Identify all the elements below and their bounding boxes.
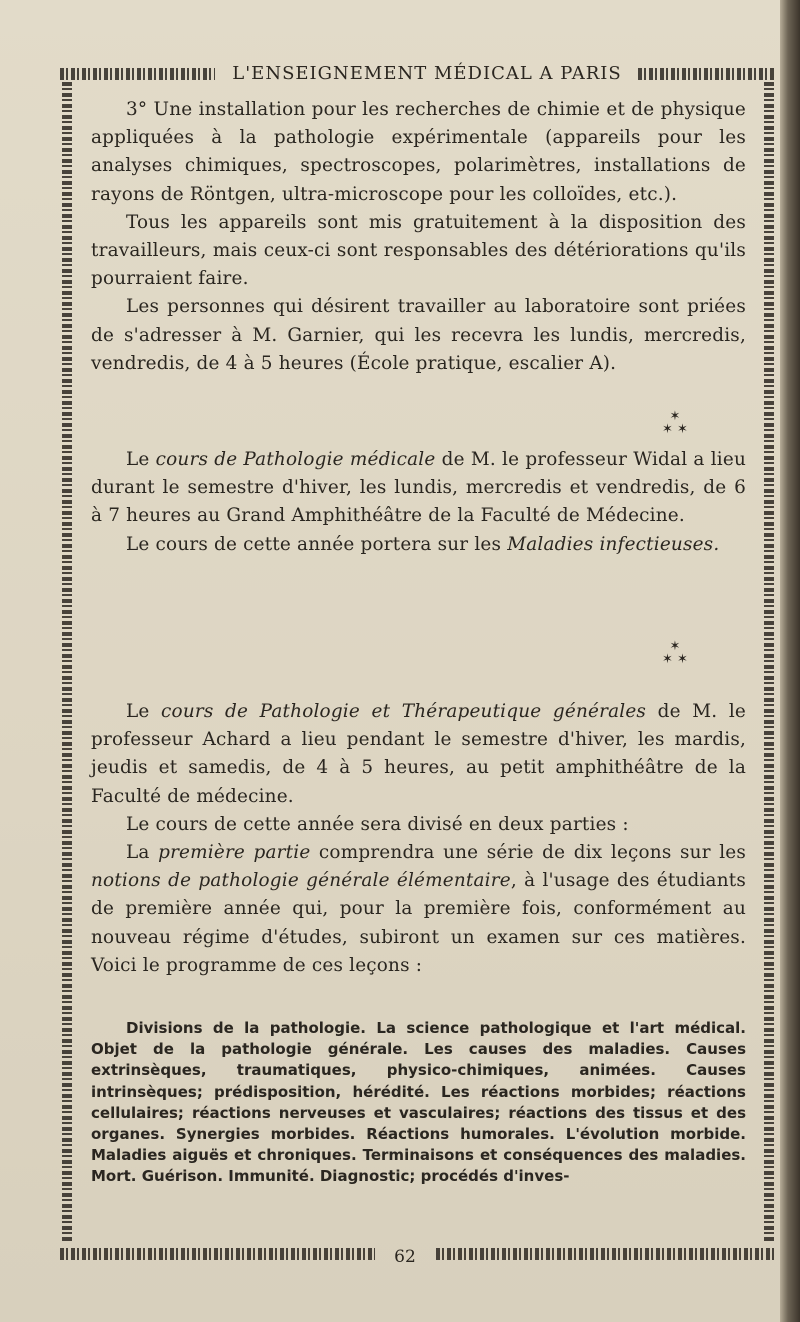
section-widal — [91, 446, 746, 559]
paragraph: Le cours de Pathologie et Thérapeutique générales de M. le professeur Achard a lieu pendant le semestre d'hiver, les mardis, jeudis et samedis, de 4 à 5 heures, au petit amphithéâtre de la Faculté de médecine. — [91, 701, 746, 807]
top-ornament-left — [60, 68, 215, 80]
section-achard — [91, 698, 746, 980]
asterism: ✶ ✶ ✶ — [662, 639, 688, 667]
lesson-program — [91, 1018, 746, 1188]
paragraph: Le cours de cette année sera divisé en deux parties : — [126, 813, 629, 835]
right-ornament — [764, 82, 774, 1242]
page-number: 62 — [394, 1247, 416, 1267]
asterism: ✶ ✶ ✶ — [662, 409, 688, 437]
paragraph: La première partie comprendra une série de dix leçons sur les notions de pathologie générale élémentaire, à l'usage des étudiants de première année qui, pour la première fois, conformément au nouveau régime d'études, subiront un examen sur ces matières. Voici le programme de ces leçons : — [91, 842, 746, 976]
section-laboratory — [91, 96, 746, 378]
book-gutter — [780, 0, 800, 1322]
bottom-ornament-left — [60, 1248, 375, 1260]
paragraph: Les personnes qui désirent travailler au laboratoire sont priées de s'adresser à M. Garnier, qui les recevra les lundis, mercredis, vendredis, de 4 à 5 heures (École pratique, escalier A). — [91, 296, 746, 374]
program-paragraph: Divisions de la pathologie. La science pathologique et l'art médical. Objet de la pathologie générale. Les causes des maladies. Causes extrinsèques, traumatiques, physico-chimiques, animées. Causes intrinsèques; prédisposition, hérédité. Les réactions morbides; réactions cellulaires; réactions nerveuses et vasculaires; réactions des tissus et des organes. Synergies morbides. Réactions humorales. L'évolution morbide. Maladies aiguës et chroniques. Terminaisons et conséquences des maladies. Mort. Guérison. Immunité. Diagnostic; procédés d'inves- — [91, 1019, 746, 1186]
top-ornament-right — [638, 68, 775, 80]
paragraph: Le cours de cette année portera sur les Maladies infectieuses. — [126, 533, 720, 555]
paragraph: Tous les appareils sont mis gratuitement à la disposition des travailleurs, mais ceux-ci sont responsables des détériorations qu'ils pourraient faire. — [91, 211, 746, 290]
paragraph: 3° Une installation pour les recherches de chimie et de physique appliquées à la pathologie expérimentale (appareils pour les analyses chimiques, spectroscopes, polarimètres, installations de rayons de Röntgen, ultra-microscope pour les colloïdes, etc.). — [91, 99, 746, 205]
left-ornament — [62, 82, 72, 1242]
bottom-ornament-right — [436, 1248, 775, 1260]
running-head: L'ENSEIGNEMENT MÉDICAL A PARIS — [232, 63, 622, 84]
paragraph: Le cours de Pathologie médicale de M. le professeur Widal a lieu durant le semestre d'hiver, les lundis, mercredis et vendredis, de 6 à 7 heures au Grand Amphithéâtre de la Faculté de Médecine. — [91, 449, 747, 527]
